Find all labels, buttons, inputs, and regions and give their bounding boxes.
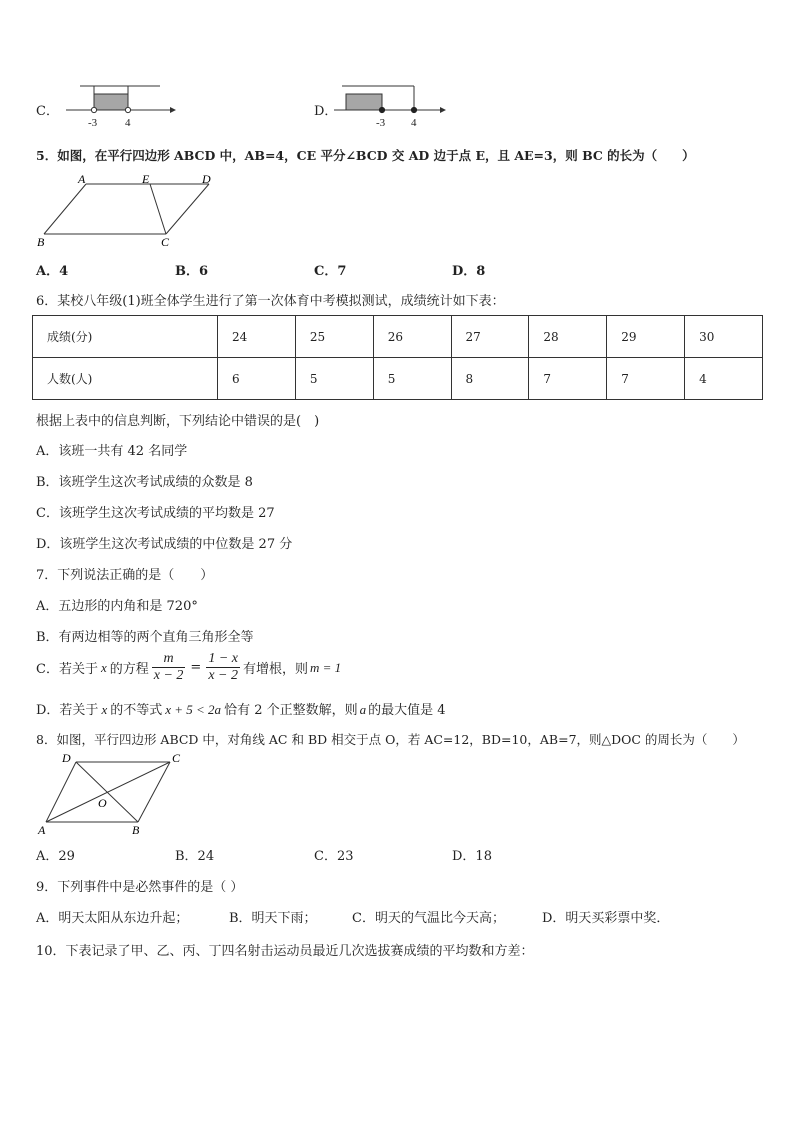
q9-option-b: B．明天下雨； xyxy=(229,911,317,926)
q4-d-tick-right: 4 xyxy=(411,117,417,129)
q8-figure xyxy=(34,750,194,838)
q4-d-arrow-icon xyxy=(440,107,446,113)
q9-option-a: A．明天太阳从东边升起； xyxy=(36,911,189,926)
q8-option-d: D．18 xyxy=(452,849,492,864)
table-cell: 29 xyxy=(607,316,685,358)
q9-option-d: D．明天买彩票中奖． xyxy=(542,911,670,926)
q5-option-a: A．4 xyxy=(36,264,69,279)
table-cell: 30 xyxy=(685,316,763,358)
q8-label-a: A xyxy=(38,823,46,837)
table-row xyxy=(33,316,763,358)
q7-c-fraction-1 xyxy=(152,651,186,684)
q7-c-mid: 的方程 xyxy=(109,662,149,677)
table-row xyxy=(33,358,763,400)
q8-label-d: D xyxy=(62,751,71,765)
q5-label-d: D xyxy=(202,172,211,186)
q6-option-b: B．该班学生这次考试成绩的众数是 8 xyxy=(36,475,253,490)
q5-option-d: D．8 xyxy=(452,264,486,279)
q8-diagonal-bd xyxy=(76,762,138,822)
q5-ce-line xyxy=(150,184,166,234)
q7-c-result: m = 1 xyxy=(310,659,342,675)
q4-d-solid-point-left xyxy=(379,107,384,112)
q5-label-b: B xyxy=(37,235,45,249)
q4-option-d-number-line xyxy=(334,84,454,132)
table-cell: 4 xyxy=(685,358,763,400)
q10-stem: 10．下表记录了甲、乙、丙、丁四名射击运动员最近几次选拔赛成绩的平均数和方差： xyxy=(36,944,534,959)
q7-d-var: x xyxy=(101,702,108,717)
q6-option-c: C．该班学生这次考试成绩的平均数是 27 xyxy=(36,506,275,521)
q8-label-o: O xyxy=(98,796,107,810)
q7-c-var: x xyxy=(100,659,107,675)
q4-c-tick-left: -3 xyxy=(88,117,98,129)
q5-option-b: B．6 xyxy=(175,264,209,279)
q7-c-fraction-2 xyxy=(206,651,240,684)
q4-d-solid-point-right xyxy=(411,107,416,112)
q5-stem: 5．如图，在平行四边形 ABCD 中，AB=4，CE 平分∠BCD 交 AD 边于点 E，且 AE=3，则 BC 的长为（ ） xyxy=(36,148,695,163)
q7-option-c xyxy=(36,651,341,684)
q5-option-c: C．7 xyxy=(314,264,347,279)
q4-c-open-point-left xyxy=(91,107,96,112)
table-cell: 26 xyxy=(373,316,451,358)
q7-c-eq: = xyxy=(190,660,202,675)
q9-option-c: C．明天的气温比今天高； xyxy=(352,911,505,926)
q7-c-frac2-den: x − 2 xyxy=(208,668,238,683)
q7-c-frac1-num: m xyxy=(152,651,186,668)
q8-option-a: A．29 xyxy=(36,849,75,864)
q7-d-suffix: 的最大值是 4 xyxy=(368,703,446,718)
q6-option-a: A．该班一共有 42 名同学 xyxy=(36,444,188,459)
q6-stem: 6．某校八年级(1)班全体学生进行了第一次体育中考模拟测试，成绩统计如下表： xyxy=(36,294,505,309)
table-cell: 7 xyxy=(529,358,607,400)
q4-option-d-label: D． xyxy=(314,104,338,119)
table-cell: 成绩(分) xyxy=(33,316,218,358)
q6-prompt: 根据上表中的信息判断，下列结论中错误的是( ) xyxy=(36,414,320,429)
q8-stem: 8．如图，平行四边形 ABCD 中，对角线 AC 和 BD 相交于点 O，若 AC=12，BD=10，AB=7，则△DOC 的周长为（ ） xyxy=(36,732,745,747)
q7-option-d xyxy=(36,699,446,718)
q4-c-shaded-interval xyxy=(94,94,128,110)
table-cell: 5 xyxy=(373,358,451,400)
q4-option-c-label: C． xyxy=(36,104,59,119)
q8-label-c: C xyxy=(172,751,181,765)
table-cell: 5 xyxy=(295,358,373,400)
q7-d-mid: 的不等式 xyxy=(110,703,163,718)
q9-stem: 9．下列事件中是必然事件的是（ ） xyxy=(36,880,244,895)
q4-option-c-number-line xyxy=(66,84,186,132)
q8-option-b: B．24 xyxy=(175,849,215,864)
q4-c-tick-right: 4 xyxy=(125,117,131,129)
table-cell: 25 xyxy=(295,316,373,358)
q8-label-b: B xyxy=(132,823,140,837)
q7-option-a: A．五边形的内角和是 720° xyxy=(36,599,198,614)
table-cell: 6 xyxy=(218,358,296,400)
q7-d-a: a xyxy=(359,702,367,717)
q5-label-e: E xyxy=(142,172,150,186)
q7-stem: 7．下列说法正确的是（ ） xyxy=(36,568,214,583)
table-cell: 28 xyxy=(529,316,607,358)
q5-label-a: A xyxy=(78,172,86,186)
q8-option-c: C．23 xyxy=(314,849,354,864)
q8-diagonal-ac xyxy=(46,762,170,822)
q4-d-tick-left: -3 xyxy=(376,117,386,129)
q7-option-b: B．有两边相等的两个直角三角形全等 xyxy=(36,630,254,645)
q5-label-c: C xyxy=(161,235,170,249)
q7-c-suffix: 有增根，则 xyxy=(243,662,309,677)
q4-c-arrow-icon xyxy=(170,107,176,113)
q5-figure xyxy=(34,170,224,252)
table-cell: 27 xyxy=(451,316,529,358)
q4-d-shaded-interval xyxy=(346,94,382,110)
q6-score-table xyxy=(32,315,763,400)
q7-c-frac1-den: x − 2 xyxy=(153,668,184,683)
q6-option-d: D．该班学生这次考试成绩的中位数是 27 分 xyxy=(36,537,293,552)
table-cell: 8 xyxy=(451,358,529,400)
q7-d-mid2: 恰有 2 个正整数解，则 xyxy=(224,703,358,718)
q4-c-open-point-right xyxy=(125,107,130,112)
q7-c-prefix: C．若关于 xyxy=(36,662,98,677)
table-cell: 7 xyxy=(607,358,685,400)
q7-d-prefix: D．若关于 xyxy=(36,703,99,718)
table-cell: 24 xyxy=(218,316,296,358)
table-cell: 人数(人) xyxy=(33,358,218,400)
q7-c-frac2-num: 1 − x xyxy=(208,651,238,666)
q7-d-inequality: x + 5 < 2a xyxy=(165,702,222,717)
